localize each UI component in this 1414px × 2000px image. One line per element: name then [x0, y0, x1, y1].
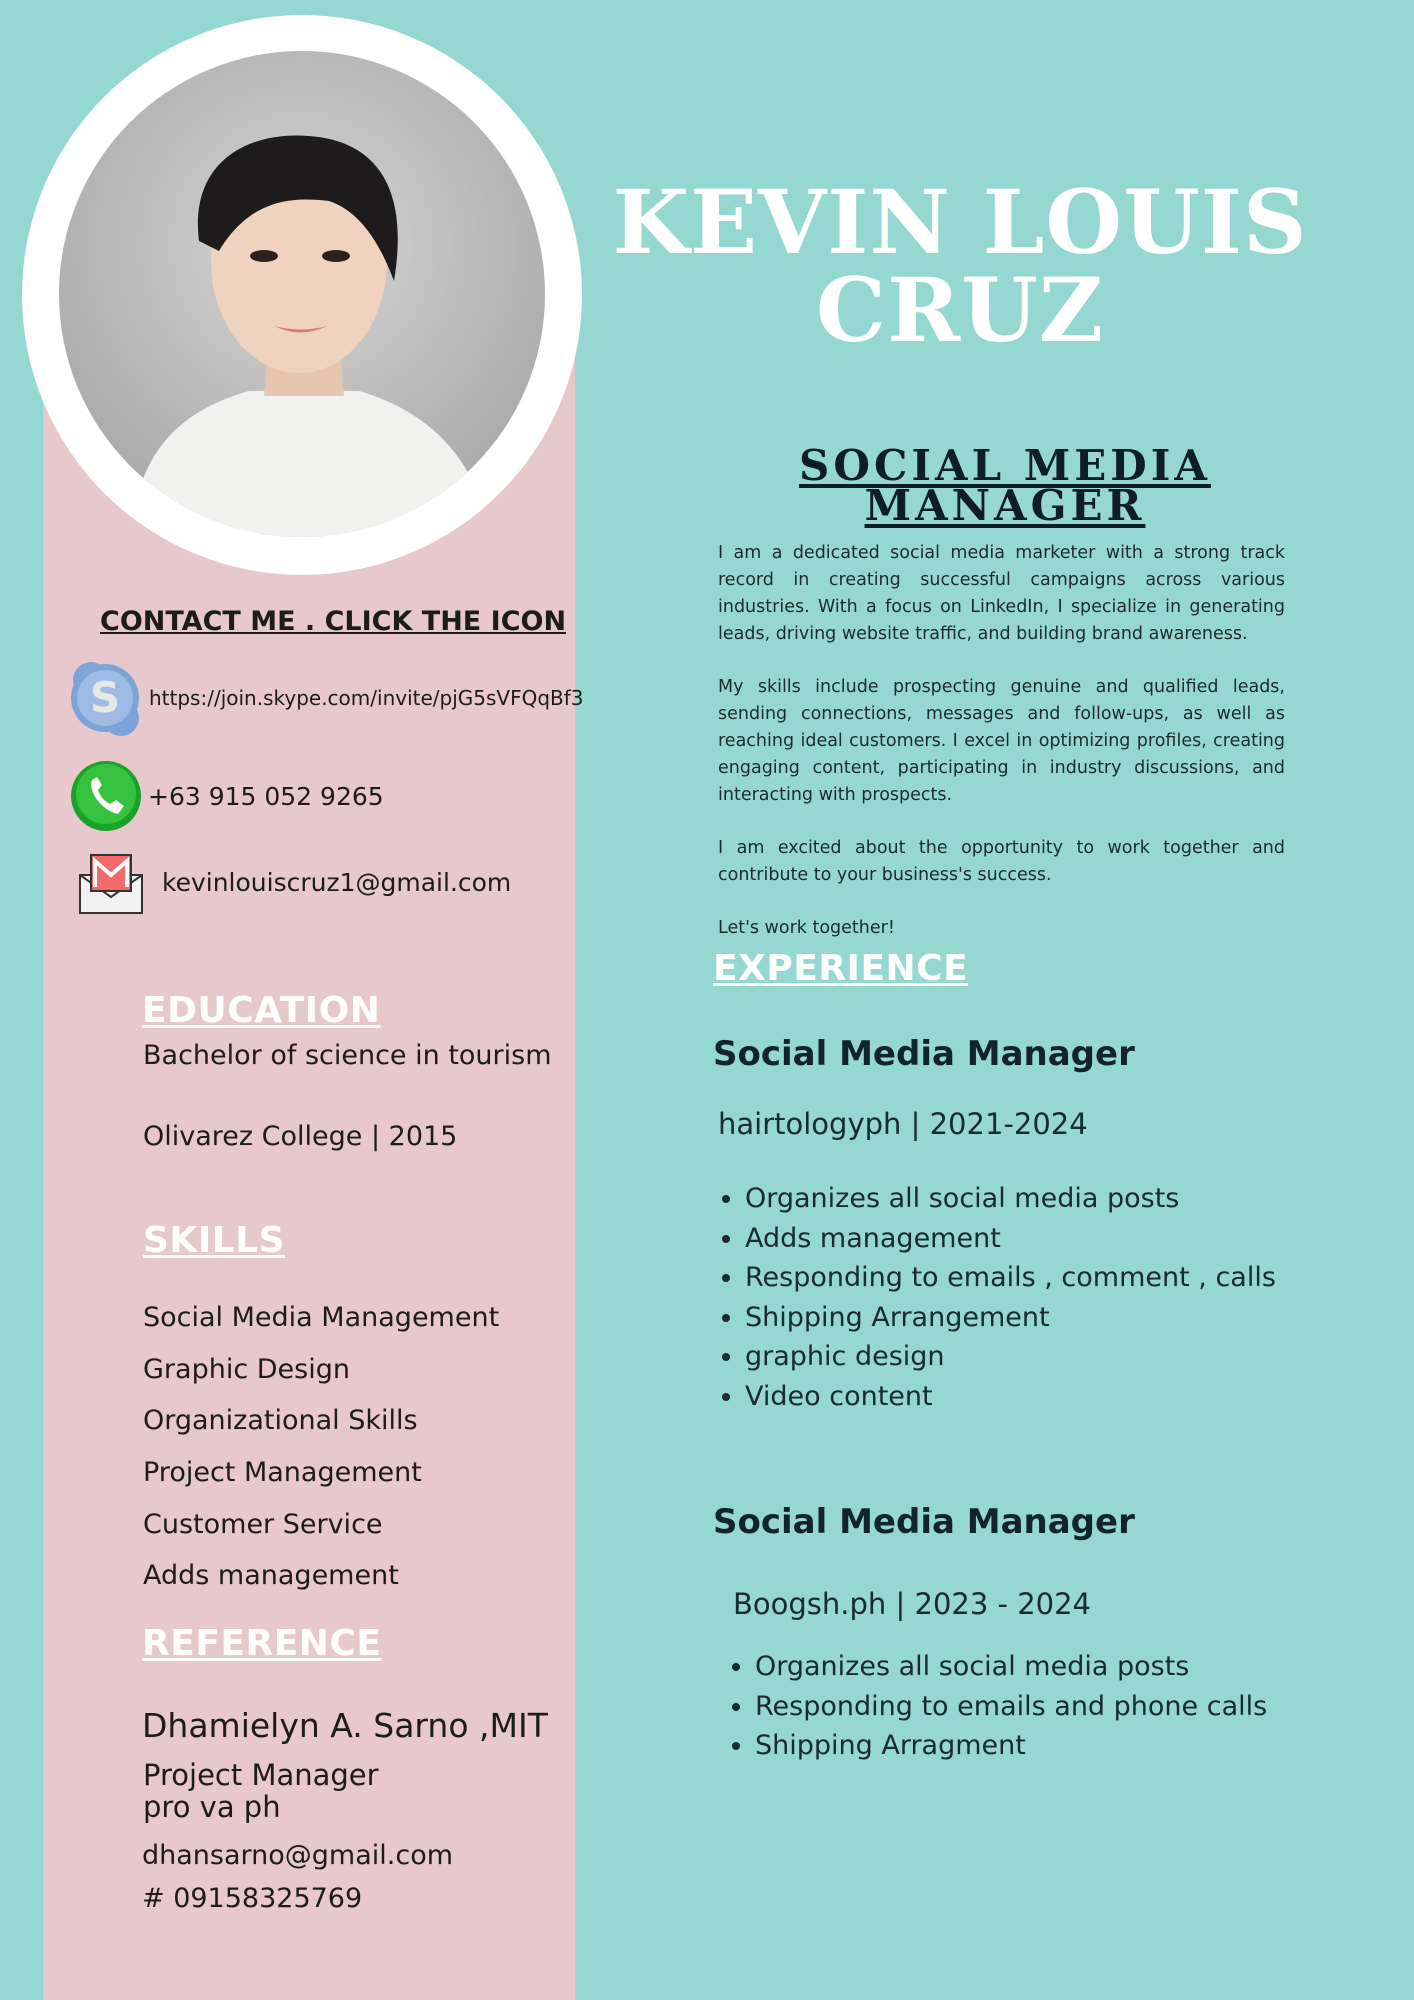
email-contact[interactable]	[78, 849, 511, 915]
experience-heading: EXPERIENCE	[713, 948, 969, 989]
list-item: • Video content	[745, 1377, 1276, 1417]
reference-org: pro va ph	[143, 1790, 281, 1824]
list-item: • Organizes all social media posts	[755, 1647, 1267, 1687]
phone-contact[interactable]	[70, 760, 384, 832]
list-item: • Responding to emails , comment , calls	[745, 1258, 1276, 1298]
name-line-2: CRUZ	[815, 258, 1105, 362]
summary-paragraph: I am a dedicated social media marketer with a strong track record in creating successful campaigns across various industries. With a focus on LinkedIn, I specialize in generating leads, driving website traffic, and building brand awareness.	[718, 543, 1285, 644]
job-company: Boogsh.ph | 2023 - 2024	[733, 1587, 1091, 1621]
list-item: • Organizes all social media posts	[745, 1179, 1276, 1219]
summary-paragraph: Let's work together!	[718, 918, 895, 938]
skill-item: Project Management	[143, 1457, 422, 1488]
job-role-title	[760, 441, 1250, 530]
reference-email: dhansarno@gmail.com	[142, 1840, 454, 1871]
role-line-2: MANAGER	[864, 481, 1146, 530]
education-school: Olivarez College | 2015	[143, 1121, 458, 1152]
skill-item: Adds management	[143, 1560, 399, 1591]
summary-paragraph: My skills include prospecting genuine and qualified leads, sending connections, messages and follow-ups, as well as reaching ideal customers. I excel in optimizing profiles, creating engaging content, participating in industry discussions, and interacting with prospects.	[718, 677, 1285, 805]
full-name	[610, 170, 1310, 362]
skills-heading: SKILLS	[143, 1220, 286, 1261]
gmail-icon[interactable]	[78, 849, 144, 915]
job-duties	[723, 1647, 1267, 1766]
reference-heading: REFERENCE	[142, 1623, 382, 1664]
svg-text:S: S	[89, 673, 121, 722]
profile-photo	[59, 51, 545, 537]
reference-name: Dhamielyn A. Sarno ,MIT	[142, 1706, 548, 1745]
list-item: • Responding to emails and phone calls	[755, 1687, 1267, 1727]
phone-icon[interactable]	[70, 760, 142, 832]
contact-heading: CONTACT ME . CLICK THE ICON	[100, 606, 567, 637]
skill-item: Social Media Management	[143, 1302, 500, 1333]
reference-phone: # 09158325769	[142, 1883, 363, 1914]
education-degree: Bachelor of science in tourism	[143, 1040, 552, 1071]
phone-number[interactable]: +63 915 052 9265	[148, 781, 384, 811]
skill-item: Graphic Design	[143, 1354, 350, 1385]
list-item: • Adds management	[745, 1219, 1276, 1259]
list-item: • Shipping Arragment	[755, 1726, 1267, 1766]
skype-icon[interactable]	[63, 656, 147, 740]
reference-title: Project Manager	[143, 1758, 379, 1792]
list-item: • graphic design	[745, 1337, 1276, 1377]
name-line-1: KEVIN LOUIS	[612, 170, 1308, 274]
skype-link[interactable]: https://join.skype.com/invite/pjG5sVFQqBf3	[149, 686, 584, 710]
role-line-1: SOCIAL MEDIA	[799, 441, 1211, 490]
skill-item: Organizational Skills	[143, 1405, 418, 1436]
list-item: • Shipping Arrangement	[745, 1298, 1276, 1338]
email-address[interactable]: kevinlouiscruz1@gmail.com	[162, 867, 512, 897]
skype-contact[interactable]	[63, 656, 584, 740]
summary-paragraph: I am excited about the opportunity to work together and contribute to your business's success.	[718, 838, 1285, 885]
job-duties	[713, 1179, 1276, 1416]
job-title: Social Media Manager	[713, 1034, 1135, 1074]
skill-item: Customer Service	[143, 1509, 383, 1540]
job-company: hairtologyph | 2021-2024	[718, 1107, 1088, 1141]
education-heading: EDUCATION	[142, 990, 381, 1031]
profile-summary	[718, 540, 1285, 968]
job-title: Social Media Manager	[713, 1502, 1135, 1542]
